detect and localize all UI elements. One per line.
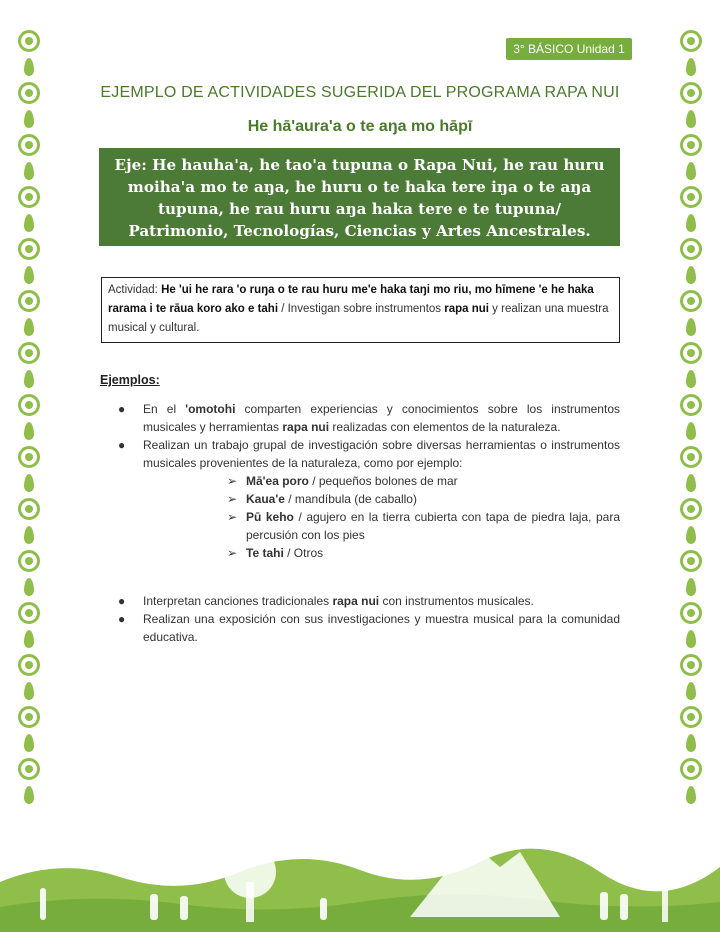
- swirl-ornament-icon: [680, 394, 702, 416]
- arrow-bullet-icon: ➢: [227, 510, 238, 524]
- instrument-desc: / mandíbula (de caballo): [284, 492, 417, 506]
- leaf-ornament-icon: [24, 162, 34, 180]
- instrument-item: [100, 490, 620, 508]
- swirl-ornament-icon: [18, 394, 40, 416]
- bullet-text: Interpretan canciones tradicionales: [143, 594, 333, 608]
- swirl-ornament-icon: [680, 186, 702, 208]
- swirl-ornament-icon: [680, 290, 702, 312]
- swirl-ornament-icon: [680, 758, 702, 780]
- swirl-ornament-icon: [680, 602, 702, 624]
- instrument-list: [100, 472, 620, 562]
- leaf-ornament-icon: [24, 578, 34, 596]
- leaf-ornament-icon: [686, 422, 696, 440]
- swirl-ornament-icon: [18, 30, 40, 52]
- leaf-ornament-icon: [24, 266, 34, 284]
- swirl-ornament-icon: [680, 706, 702, 728]
- swirl-ornament-icon: [18, 186, 40, 208]
- footer-figure: [320, 898, 327, 920]
- instrument-item: [100, 508, 620, 544]
- actividad-box: [101, 277, 620, 343]
- footer-cactus: [40, 888, 46, 920]
- swirl-ornament-icon: [18, 758, 40, 780]
- leaf-ornament-icon: [686, 786, 696, 804]
- leaf-ornament-icon: [686, 474, 696, 492]
- leaf-ornament-icon: [24, 786, 34, 804]
- footer-tree-trunk: [246, 882, 254, 922]
- swirl-ornament-icon: [680, 82, 702, 104]
- bullet-text: con instrumentos musicales.: [379, 594, 534, 608]
- bullet-icon: ●: [118, 438, 126, 452]
- footer-figure: [180, 896, 188, 920]
- swirl-ornament-icon: [680, 238, 702, 260]
- document-subtitle: He hā'aura'a o te aŋa mo hāpī: [247, 118, 473, 135]
- left-decorative-border: [16, 30, 42, 830]
- bullet-icon: ●: [118, 594, 126, 608]
- swirl-ornament-icon: [18, 654, 40, 676]
- leaf-ornament-icon: [24, 318, 34, 336]
- footer-tree-trunk: [662, 880, 668, 922]
- leaf-ornament-icon: [24, 474, 34, 492]
- eje-text: Eje: He hauha'a, he tao'a tupuna o Rapa Nui, he rau huru moiha'a mo te aŋa, he huru o te haka tere iŋa o te aŋa tupuna, he rau huru aŋa haka tere e te tupuna/ Patrimonio, Tecnologías, Ciencias y Artes Ancestrales.: [114, 156, 605, 240]
- grade-unit-badge: 3° BÁSICO Unidad 1: [506, 38, 632, 60]
- swirl-ornament-icon: [18, 134, 40, 156]
- swirl-ornament-icon: [18, 290, 40, 312]
- footer-figure: [150, 894, 158, 920]
- leaf-ornament-icon: [686, 110, 696, 128]
- leaf-ornament-icon: [686, 682, 696, 700]
- leaf-ornament-icon: [24, 526, 34, 544]
- arrow-bullet-icon: ➢: [227, 546, 238, 560]
- actividad-rapanui-text: He 'ui he rara 'o ruŋa o te rau huru me'e haka taŋi mo riu, mo hīmene 'e he haka rarama i te rāua koro ako e tahi: [108, 284, 594, 315]
- swirl-ornament-icon: [680, 134, 702, 156]
- actividad-bold-rapanui: rapa nui: [444, 303, 489, 315]
- leaf-ornament-icon: [24, 110, 34, 128]
- instrument-item: [100, 472, 620, 490]
- bullet-icon: ●: [118, 612, 126, 626]
- swirl-ornament-icon: [18, 342, 40, 364]
- document-title: EJEMPLO DE ACTIVIDADES SUGERIDA DEL PROGRAMA RAPA NUI: [100, 84, 620, 101]
- leaf-ornament-icon: [24, 630, 34, 648]
- leaf-ornament-icon: [24, 370, 34, 388]
- leaf-ornament-icon: [24, 734, 34, 752]
- leaf-ornament-icon: [686, 630, 696, 648]
- bullet-list-item: [100, 400, 620, 436]
- arrow-bullet-icon: ➢: [227, 492, 238, 506]
- bullet-icon: ●: [118, 402, 126, 416]
- bullet-list-item: [100, 592, 620, 610]
- leaf-ornament-icon: [686, 578, 696, 596]
- instrument-term: Te tahi: [246, 546, 284, 560]
- eje-heading-box: [99, 148, 620, 246]
- instrument-term: Mā'ea poro: [246, 474, 309, 488]
- swirl-ornament-icon: [18, 498, 40, 520]
- leaf-ornament-icon: [24, 58, 34, 76]
- instrument-desc: / Otros: [283, 546, 324, 560]
- swirl-ornament-icon: [680, 30, 702, 52]
- actividad-separator: / Investigan sobre instrumentos: [278, 303, 445, 315]
- bullet-text: En el: [143, 402, 186, 416]
- footer-figure: [600, 892, 608, 920]
- leaf-ornament-icon: [24, 682, 34, 700]
- instrument-item: [100, 544, 620, 562]
- leaf-ornament-icon: [686, 734, 696, 752]
- bullet-text: comparten experiencias y conocimientos sobre los instrumentos musicales y herramientas: [143, 402, 620, 434]
- swirl-ornament-icon: [18, 238, 40, 260]
- bullet-bold-term: rapa nui: [332, 594, 380, 608]
- footer-landscape-illustration: [0, 822, 720, 932]
- leaf-ornament-icon: [686, 526, 696, 544]
- leaf-ornament-icon: [686, 214, 696, 232]
- swirl-ornament-icon: [680, 446, 702, 468]
- arrow-bullet-icon: ➢: [227, 474, 238, 488]
- bullet-bold-term: 'omotohi: [185, 402, 236, 416]
- swirl-ornament-icon: [18, 706, 40, 728]
- ejemplos-heading: Ejemplos:: [100, 373, 160, 387]
- leaf-ornament-icon: [686, 266, 696, 284]
- leaf-ornament-icon: [686, 162, 696, 180]
- leaf-ornament-icon: [686, 370, 696, 388]
- actividad-label: Actividad:: [108, 284, 162, 296]
- swirl-ornament-icon: [680, 342, 702, 364]
- leaf-ornament-icon: [24, 422, 34, 440]
- instrument-term: Kaua'e: [246, 492, 285, 506]
- actividad-rest: y realizan una muestra musical y cultural.: [108, 303, 609, 334]
- swirl-ornament-icon: [680, 498, 702, 520]
- bullet-text: realizadas con elementos de la naturaleza.: [329, 420, 561, 434]
- instrument-desc: / agujero en la tierra cubierta con tapa de piedra laja, para percusión con los pies: [246, 510, 620, 542]
- swirl-ornament-icon: [680, 654, 702, 676]
- bullet-list-item: [100, 436, 620, 472]
- swirl-ornament-icon: [18, 446, 40, 468]
- swirl-ornament-icon: [18, 602, 40, 624]
- bullet-text: Realizan un trabajo grupal de investigación sobre diversas herramientas o instrumentos musicales provenientes de la naturaleza, como por ejemplo:: [143, 438, 620, 470]
- swirl-ornament-icon: [680, 550, 702, 572]
- swirl-ornament-icon: [18, 550, 40, 572]
- bullet-text: Realizan una exposición con sus investigaciones y muestra musical para la comunidad educativa.: [143, 612, 620, 644]
- leaf-ornament-icon: [686, 58, 696, 76]
- leaf-ornament-icon: [686, 318, 696, 336]
- bullet-bold-term: rapa nui: [282, 420, 330, 434]
- leaf-ornament-icon: [24, 214, 34, 232]
- right-decorative-border: [678, 30, 704, 830]
- instrument-term: Pū keho: [246, 510, 294, 524]
- footer-figure: [620, 894, 628, 920]
- swirl-ornament-icon: [18, 82, 40, 104]
- instrument-desc: / pequeños bolones de mar: [308, 474, 458, 488]
- bullet-list-item: [100, 610, 620, 646]
